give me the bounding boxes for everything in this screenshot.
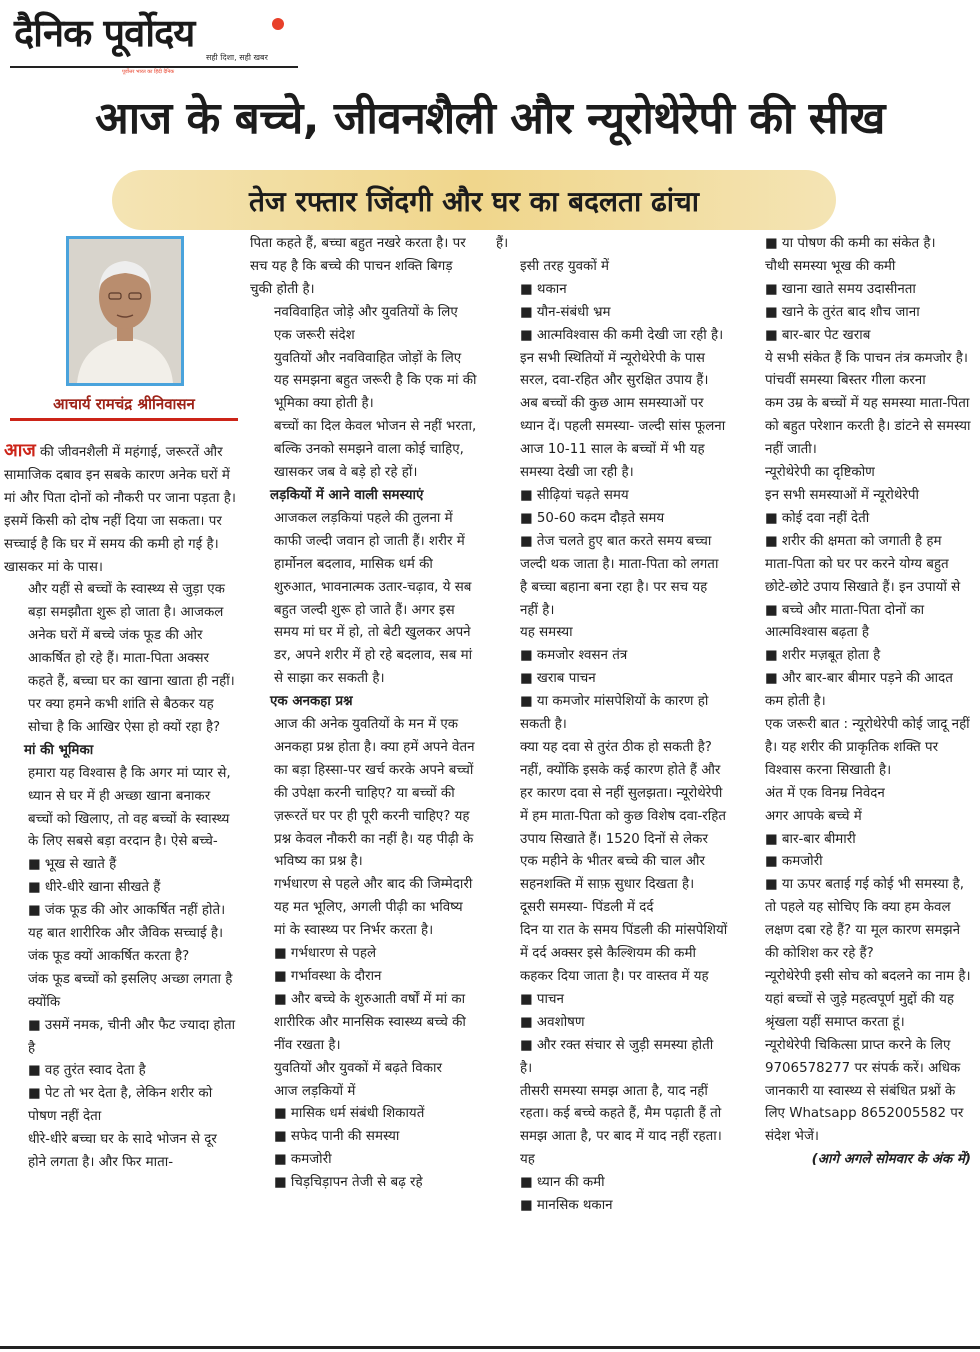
- list-item: ■ उसमें नमक, चीनी और फैट ज्यादा होता है: [28, 1017, 236, 1056]
- brand-dot-icon: [272, 18, 284, 30]
- paragraph: अब बच्चों की कुछ आम समस्याओं पर ध्यान दें। पहली समस्या- जल्दी सांस फूलना आज 10-11 साल के बच्चों में भी यह समस्या देखी जा रही है।: [520, 396, 726, 481]
- drop-word: आज: [4, 440, 36, 461]
- paragraph: ये सभी संकेत हैं कि पाचन तंत्र कमजोर है।: [765, 350, 968, 366]
- continued-note: (आगे अगले सोमवार के अंक में): [811, 1152, 971, 1168]
- paragraph: यह मत भूलिए, अगली पीढ़ी का भविष्य: [274, 900, 463, 916]
- paragraph: तीसरी समस्या समझ आता है, याद नहीं रहता। कई बच्चे कहते हैं, मैम पढ़ाती हैं तो समझ आता है, पर बाद में याद नहीं रहता। यह: [520, 1083, 722, 1168]
- list-item: ■ गर्भावस्था के दौरान: [274, 969, 382, 984]
- masthead-rule: [10, 66, 298, 68]
- list-item: ■ जंक फूड की ओर आकर्षित नहीं होते। यह बात शारीरिक और जैविक सच्चाई है।: [28, 903, 226, 942]
- list-item: ■ पाचन: [520, 991, 564, 1007]
- paragraph: न्यूरोथेरेपी का दृष्टिकोण: [765, 465, 875, 481]
- list-item: ■ 50-60 कदम दौड़ते समय: [520, 510, 665, 526]
- paragraph: इन सभी समस्याओं में न्यूरोथेरेपी: [765, 487, 919, 503]
- list-item: ■ आत्मविश्वास की कमी देखी जा रही है। इन सभी स्थितियों में न्यूरोथेरेपी के पास सरल, दवा-रहित और सुरक्षित उपाय हैं।: [520, 327, 724, 389]
- paragraph: क्या यह दवा से तुरंत ठीक हो सकती है? नहीं, क्योंकि इसके कई कारण होते हैं और हर कारण दवा से नहीं सुलझता। न्यूरोथेरेपी में हम माता-पिता को कुछ विशेष दवा-रहित उपाय सिखाते हैं। 1520 दिनों से लेकर एक महीने के भीतर बच्चे की चाल और सहनशक्ति में साफ़ सुधार दिखता है।: [520, 739, 726, 893]
- list-item: ■ और बच्चे के शुरुआती वर्षों में मां का शारीरिक और मानसिक स्वास्थ्य बच्चे की नींव रखता है।: [274, 991, 466, 1053]
- list-item: ■ ध्यान की कमी: [520, 1175, 605, 1191]
- column-3: [496, 233, 728, 1218]
- section-heading: मां की भूमिका: [24, 742, 94, 758]
- author-portrait-icon: [69, 239, 181, 383]
- list-item: ■ मानसिक थकान: [520, 1198, 613, 1214]
- list-item: ■ बार-बार बीमारी: [765, 831, 856, 847]
- paragraph: आजकल लड़कियां पहले की तुलना में काफी जल्दी जवान हो जाती हैं। शरीर में हार्मोनल बदलाव, मासिक धर्म की शुरुआत, भावनात्मक उतार-चढ़ाव, ये सब बहुत जल्दी शुरू हो जाते हैं। अगर इस समय मां घर में हो, तो बेटी खुलकर अपने डर, अपने शरीर में हो रहे बदलाव, सब मां से साझा कर सकती है।: [274, 510, 473, 687]
- list-item: ■ अवशोषण: [520, 1014, 585, 1030]
- subheading-banner: [112, 170, 836, 230]
- list-item: ■ खाने के तुरंत बाद शौच जाना: [765, 304, 920, 320]
- column-2: [250, 233, 478, 1195]
- paragraph: जंक फूड क्यों आकर्षित करता है?: [28, 948, 190, 964]
- paragraph: एक जरूरी बात : न्यूरोथेरेपी कोई जादू नहीं है। यह शरीर की प्राकृतिक शक्ति पर विश्वास करना सिखाती है।: [765, 717, 970, 778]
- paragraph: जंक फूड बच्चों को इसलिए अच्छा लगता है क्योंकि: [28, 971, 233, 1010]
- masthead: [10, 6, 300, 75]
- list-item: ■ कमजोरी: [765, 854, 823, 870]
- list-item: ■ या पोषण की कमी का संकेत है।: [765, 236, 936, 251]
- list-item: ■ मासिक धर्म संबंधी शिकायतें: [274, 1106, 425, 1122]
- paragraph: दिन या रात के समय पिंडली की मांसपेशियों में दर्द अक्सर इसे कैल्शियम की कमी कहकर दिया जाता है। पर वास्तव में यह: [520, 923, 728, 984]
- paragraph: आज की अनेक युवतियों के मन में एक अनकहा प्रश्न होता है। क्या हमें अपने वेतन का बड़ा हिस्सा-पर खर्च करके अपने बच्चों की उपेक्षा करनी चाहिए? या बच्चों की ज़रूरतें घर पर ही पूरी करनी चाहिए? यह प्रश्न केवल नौकरी का नहीं है। यह पीढ़ी के भविष्य का प्रश्न है।: [274, 717, 475, 870]
- article-headline: आज के बच्चे, जीवनशैली और न्यूरोथेरेपी की सीख: [95, 93, 885, 144]
- list-item: ■ गर्भधारण से पहले: [274, 946, 377, 962]
- list-item: ■ या ऊपर बताई गई कोई भी समस्या है, तो पहले यह सोचिए कि क्या हम केवल लक्षण दबा रहे हैं? या मूल कारण समझने की कोशिश कर रहे हैं?: [765, 877, 965, 962]
- list-item: ■ या कमजोर मांसपेशियों के कारण हो सकती है।: [520, 694, 709, 733]
- contact-paragraph: न्यूरोथेरेपी चिकित्सा प्राप्त करने के लिए 9706578277 पर संपर्क करें। अधिक जानकारी या स्वास्थ्य से संबंधित प्रश्नों के लिए Whatsapp 8652005582 पर संदेश भेजें।: [765, 1037, 964, 1145]
- list-item: ■ बच्चे और माता-पिता दोनों का आत्मविश्वास बढ़ता है: [765, 602, 925, 641]
- tagline: सही दिशा, सही खबर: [206, 53, 268, 62]
- paragraph: बच्चों का दिल केवल भोजन से नहीं भरता, बल्कि उनको समझने वाला कोई चाहिए, खासकर जब वे बड़े हो रहे हों।: [274, 419, 477, 481]
- list-item: ■ यौन-संबंधी भ्रम: [520, 304, 611, 320]
- list-item: ■ सफेद पानी की समस्या: [274, 1129, 400, 1145]
- paragraph: और यहीं से बच्चों के स्वास्थ्य से जुड़ा एक बड़ा समझौता शुरू हो जाता है। आजकल अनेक घरों में बच्चे जंक फूड की ओर आकर्षित हो रहे हैं। माता-पिता अक्सर कहते हैं, बच्चा घर का खाना खाता ही नहीं। पर क्या हमने कभी शांति से बैठकर यह सोचा है कि आखिर ऐसा हो क्यों रहा है?: [28, 582, 235, 735]
- column-1: [4, 440, 238, 1175]
- list-item: ■ और रक्त संचार से जुड़ी समस्या होती है।: [520, 1037, 714, 1076]
- list-item: ■ शरीर की क्षमता को जगाती है हम माता-पिता को घर पर करने योग्य बहुत छोटे-छोटे उपाय सिखाते हैं। इन उपायों से: [765, 533, 961, 595]
- list-item: ■ और बार-बार बीमार पड़ने की आदत कम होती है।: [765, 671, 953, 710]
- list-item: ■ कमजोर श्वसन तंत्र: [520, 648, 628, 664]
- author-byline: आचार्य रामचंद्र श्रीनिवासन: [10, 394, 238, 421]
- list-item: ■ सीढ़ियां चढ़ते समय: [520, 487, 629, 503]
- paragraph: आज लड़कियों में: [274, 1083, 356, 1099]
- list-item: ■ पेट तो भर देता है, लेकिन शरीर को पोषण नहीं देता: [28, 1086, 213, 1125]
- paragraph: की जीवनशैली में महंगाई, जरूरतें और सामाजिक दबाव इन सबके कारण अनेक घरों में मां और पिता दोनों को नौकरी पर जाना पड़ता है। इसमें किसी को दोष नहीं दिया जा सकता। पर सच्चाई है कि घर में समय की कमी हो गई है। खासकर मां के पास।: [4, 445, 236, 575]
- paragraph: चौथी समस्या भूख की कमी: [765, 258, 896, 274]
- list-item: ■ चिड़चिड़ापन तेजी से बढ़ रहे: [274, 1175, 423, 1191]
- paragraph: इसी तरह युवकों में: [520, 258, 610, 274]
- paragraph: हैं।: [496, 236, 509, 251]
- paragraph: मां के स्वास्थ्य पर निर्भर करता है।: [274, 923, 434, 939]
- paragraph: युवतियों और नवविवाहित जोड़ों के लिए यह समझना बहुत जरूरी है कि एक मां की भूमिका क्या होती है।: [274, 350, 477, 412]
- list-item: ■ तेज चलते हुए बात करते समय बच्चा जल्दी थक जाता है। माता-पिता को लगता है बच्चा बहाना बना रहा है। पर सच यह नहीं है।: [520, 533, 719, 618]
- section-heading: एक अनकहा प्रश्न: [270, 694, 353, 710]
- list-item: ■ भूख से खाते हैं: [28, 857, 117, 873]
- author-photo: [66, 236, 184, 386]
- masthead-subline: पूर्वोत्तर भारत का हिंदी दैनिक: [122, 69, 175, 75]
- list-item: ■ धीरे-धीरे खाना सीखते हैं: [28, 880, 161, 896]
- paragraph: कम उम्र के बच्चों में यह समस्या माता-पिता को बहुत परेशान करती है। डांटने से समस्या नहीं जाती।: [765, 396, 971, 458]
- section-heading: लड़कियों में आने वाली समस्याएं: [270, 487, 424, 503]
- paragraph: अंत में एक विनम्र निवेदन: [765, 785, 885, 801]
- bottom-rule: [0, 1346, 980, 1349]
- paragraph: पिता कहते हैं, बच्चा बहुत नखरे करता है। पर सच यह है कि बच्चे की पाचन शक्ति बिगड़ चुकी होती है।: [250, 236, 466, 297]
- paragraph: पांचवीं समस्या बिस्तर गीला करना: [765, 373, 926, 389]
- paragraph: यह समस्या: [520, 625, 573, 641]
- paragraph: हमारा यह विश्वास है कि अगर मां प्यार से, ध्यान से घर में ही अच्छा खाना बनाकर बच्चों को खिलाए, तो वह बच्चों के स्वास्थ्य के लिए सबसे बड़ा वरदान है। ऐसे बच्चे-: [28, 765, 231, 850]
- list-item: ■ थकान: [520, 281, 567, 297]
- paragraph: न्यूरोथेरेपी इसी सोच को बदलने का नाम है। यहां बच्चों से जुड़े महत्वपूर्ण मुद्दों की यह श्रृंखला यहीं समाप्त करता हूं।: [765, 969, 971, 1030]
- list-item: ■ वह तुरंत स्वाद देता है: [28, 1063, 146, 1079]
- paragraph: दूसरी समस्या- पिंडली में दर्द: [520, 900, 654, 916]
- subheading-text: तेज रफ्तार जिंदगी और घर का बदलता ढांचा: [248, 185, 700, 218]
- list-item: ■ खराब पाचन: [520, 671, 596, 687]
- paragraph: गर्भधारण से पहले और बाद की जिम्मेदारी: [274, 877, 473, 893]
- paragraph: धीरे-धीरे बच्चा घर के सादे भोजन से दूर होने लगता है। और फिर माता-: [28, 1132, 217, 1171]
- list-item: ■ शरीर मज़बूत होता है: [765, 648, 881, 664]
- column-4: [741, 233, 971, 1172]
- paragraph: अगर आपके बच्चे में: [765, 808, 862, 824]
- newspaper-brand: दैनिक पूर्वोदय: [14, 11, 195, 55]
- list-item: ■ कमजोरी: [274, 1152, 332, 1168]
- list-item: ■ खाना खाते समय उदासीनता: [765, 281, 916, 297]
- paragraph: युवतियों और युवकों में बढ़ते विकार: [274, 1060, 442, 1076]
- list-item: ■ बार-बार पेट खराब: [765, 327, 871, 343]
- list-item: ■ कोई दवा नहीं देती: [765, 510, 870, 526]
- paragraph: नवविवाहित जोड़े और युवतियों के लिए एक जरूरी संदेश: [274, 304, 458, 343]
